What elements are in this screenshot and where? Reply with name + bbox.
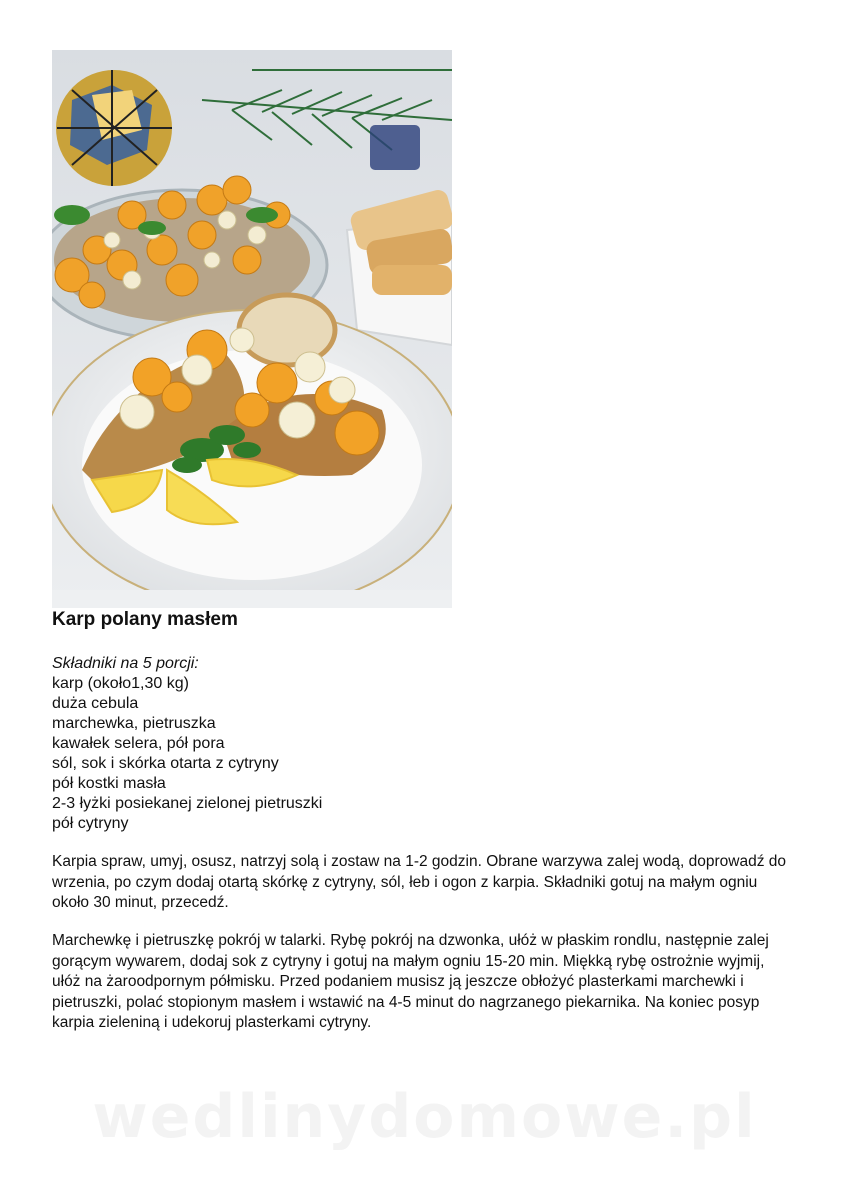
- ingredient-item: 2-3 łyżki posiekanej zielonej pietruszki: [52, 795, 323, 812]
- candle-holder: [370, 125, 420, 170]
- ingredient-item: karp (około1,30 kg): [52, 675, 189, 692]
- instructions-paragraph-1: Karpia spraw, umyj, osusz, natrzyj solą i zostaw na 1-2 godzin. Obrane warzywa zalej wodą, doprowadź do wrzenia, po czym dodaj otartą skórkę z cytryny, sól, łeb i ogon z karpia. Składniki gotuj na małym ogniu około 30 minut, przecedź.: [52, 853, 787, 911]
- ingredient-item: duża cebula: [52, 695, 139, 712]
- ingredient-item: pół cytryny: [52, 815, 129, 832]
- ingredient-item: sól, sok i skórka otarta z cytryny: [52, 755, 279, 772]
- bread-bowl: [347, 188, 452, 345]
- ingredients-section: [52, 654, 322, 834]
- bread-slice: [239, 295, 335, 365]
- ingredient-item: marchewka, pietruszka: [52, 715, 216, 732]
- dish-illustration: [52, 50, 452, 608]
- ingredients-heading: Składniki na 5 porcji:: [52, 655, 199, 672]
- site-watermark: wedlinydomowe.pl: [92, 1082, 757, 1152]
- ingredient-item: kawałek selera, pół pora: [52, 735, 225, 752]
- instructions-paragraph-2: Marchewkę i pietruszkę pokrój w talarki. Rybę pokrój na dzwonka, ułóż w płaskim rondlu, następnie zalej gorącym wywarem, dodaj sok z cytryny i gotuj na małym ogniu 15-20 min. Miękką rybę ostrożnie wyjmij, ułóż na żaroodpornym półmisku. Przed podaniem musisz ją jeszcze obłożyć plasterkami marchewki i pietruszki, polać stopionym masłem i wstawić na 4-5 minut do nagrzanego piekarnika. Na koniec posyp karpia zieleniną i udekoruj plasterkami cytryny.: [52, 932, 769, 1031]
- ornament-ball: [56, 70, 172, 186]
- recipe-title: Karp polany masłem: [52, 609, 238, 630]
- ingredient-item: pół kostki masła: [52, 775, 166, 792]
- dish-photo: [52, 50, 452, 608]
- ingredients-list: [52, 674, 322, 834]
